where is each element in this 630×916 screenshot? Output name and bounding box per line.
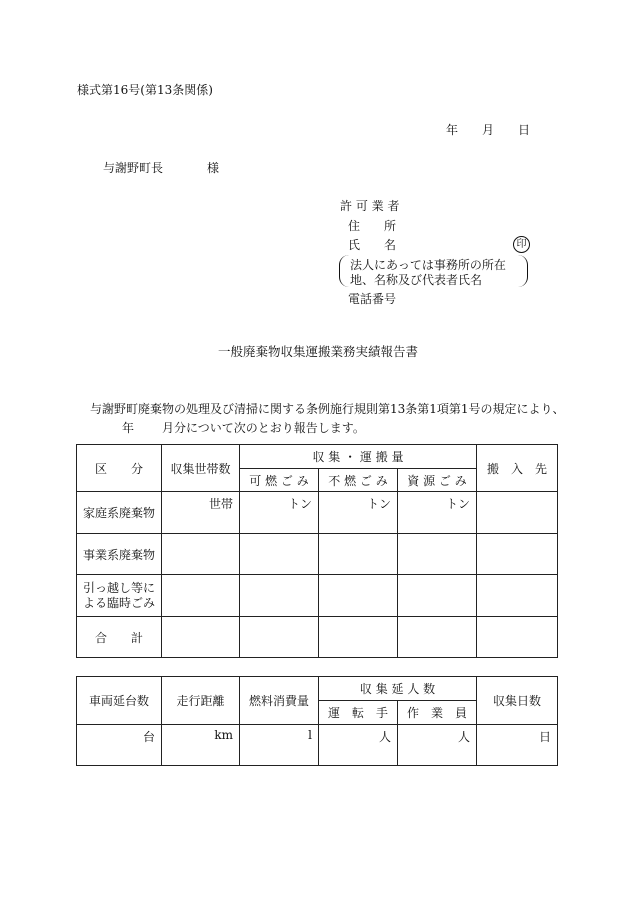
body-line-2 — [122, 422, 365, 434]
operations-table — [76, 676, 558, 766]
header-vehicles: 車両延台数 — [77, 677, 162, 725]
header-worker: 作 業 員 — [398, 701, 477, 725]
days-unit: 日 — [477, 725, 558, 766]
header-delivery: 搬 入 先 — [477, 445, 558, 492]
table-row — [77, 617, 558, 658]
table-row — [77, 492, 558, 534]
header-days: 収集日数 — [477, 677, 558, 725]
header-category: 区 分 — [77, 445, 162, 492]
header-recyclable: 資 源 ご み — [398, 469, 477, 492]
corporate-note — [350, 258, 526, 288]
corporate-note-line2: 地、名称及び代表者氏名 — [350, 273, 483, 287]
table-row — [77, 534, 558, 575]
non-combustible-unit: トン — [319, 492, 398, 534]
form-number: 様式第16号(第13条関係) — [77, 83, 213, 97]
combustible-unit: トン — [240, 492, 319, 534]
body-line-1: 与謝野町廃棄物の処理及び清掃に関する条例施行規則第13条第1項第1号の規定により、 — [90, 402, 565, 416]
vehicles-unit: 台 — [77, 725, 162, 766]
table-row — [77, 725, 558, 766]
distance-unit: km — [162, 725, 240, 766]
delivery-cell — [477, 492, 558, 534]
header-workers: 収 集 延 人 数 — [319, 677, 477, 701]
phone-label: 電話番号 — [348, 292, 397, 306]
row-label — [77, 575, 162, 617]
licensee-label: 許 可 業 者 — [340, 199, 400, 213]
row-label-line2: よる臨時ごみ — [82, 595, 155, 610]
header-fuel: 燃料消費量 — [240, 677, 319, 725]
seal-mark: 印 — [513, 236, 530, 253]
document-title: 一般廃棄物収集運搬業務実績報告書 — [218, 344, 419, 359]
fuel-unit: l — [240, 725, 319, 766]
addressee: 与謝野町長 — [103, 161, 164, 175]
name-label: 氏 名 — [348, 238, 397, 252]
header-collection-transport: 収 集 ・ 運 搬 量 — [240, 445, 477, 469]
row-label: 家庭系廃棄物 — [77, 492, 162, 534]
body-rest: 月分について次のとおり報告します。 — [162, 421, 365, 435]
worker-unit: 人 — [398, 725, 477, 766]
honorific: 様 — [207, 161, 220, 175]
recyclable-unit: トン — [398, 492, 477, 534]
corporate-note-line1: 法人にあっては事務所の所在 — [350, 258, 506, 272]
collection-table — [76, 444, 558, 658]
body-year: 年 — [122, 421, 135, 435]
date-line: 年 月 日 — [446, 123, 531, 137]
address-label: 住 所 — [348, 219, 397, 233]
row-label: 合 計 — [77, 617, 162, 658]
driver-unit: 人 — [319, 725, 398, 766]
header-households: 収集世帯数 — [162, 445, 240, 492]
households-unit: 世帯 — [162, 492, 240, 534]
left-paren — [339, 255, 350, 287]
row-label: 事業系廃棄物 — [77, 534, 162, 575]
header-distance: 走行距離 — [162, 677, 240, 725]
header-non-combustible: 不 燃 ご み — [319, 469, 398, 492]
row-label-line1: 引っ越し等に — [82, 580, 155, 595]
table-row — [77, 575, 558, 617]
header-driver: 運 転 手 — [319, 701, 398, 725]
header-combustible: 可 燃 ご み — [240, 469, 319, 492]
